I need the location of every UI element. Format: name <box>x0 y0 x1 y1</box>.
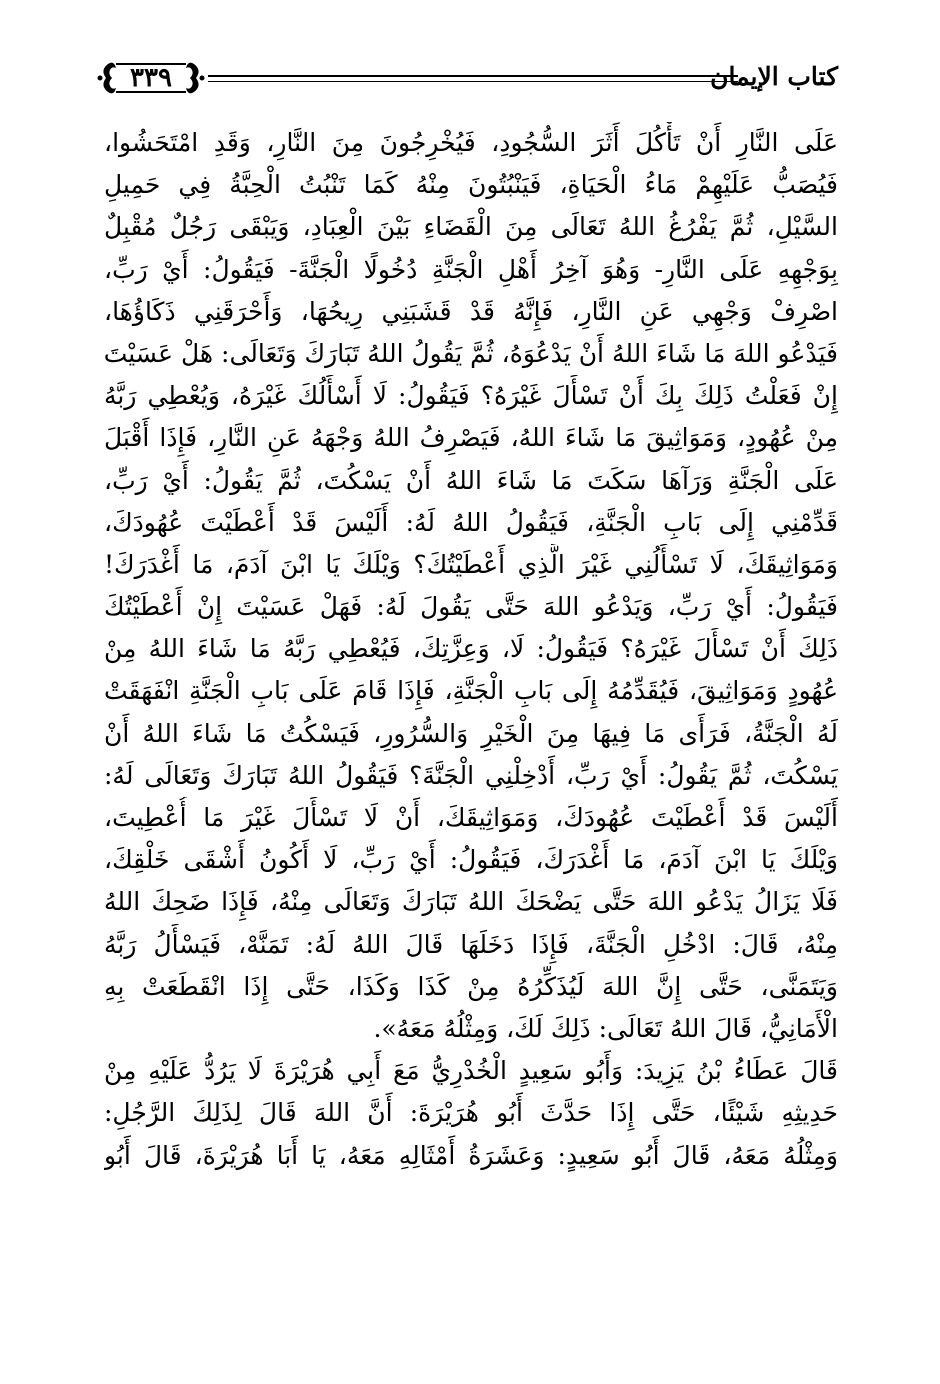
chapter-title: كتاب الإيمان <box>710 62 838 91</box>
text-line: عَلَى النَّارِ أَنْ تَأْكُلَ أَثَرَ السُّجُودِ، فَيُخْرِجُونَ مِنَ النَّارِ، وَقَدِ امْتَحَشُوا، <box>104 128 838 157</box>
text-line: عُهُودٍ وَمَوَاثِيقَ، فَيُقَدِّمُهُ إِلَى بَابِ الْجَنَّةِ، فَإِذَا قَامَ عَلَى بَابِ الْجَنَّةِ انْفَهَقَتْ <box>104 676 838 706</box>
text-line: فَيَقُولُ: أَيْ رَبِّ، وَيَدْعُو اللهَ حَتَّى يَقُولَ لَهُ: فَهَلْ عَسَيْتَ إِنْ أَعْطَيْتُكَ <box>104 592 838 622</box>
page-header <box>96 58 838 102</box>
text-line: مِنْ عُهُودٍ، وَمَوَاثِيقَ مَا شَاءَ اللهُ، فَيَصْرِفُ اللهُ وَجْهَهُ عَنِ النَّارِ، فَإِذَا أَقْبَلَ <box>104 423 838 453</box>
text-line: أَلَيْسَ قَدْ أَعْطَيْتَ عُهُودَكَ، وَمَوَاثِيقَكَ، أَنْ لَا تَسْأَلَ غَيْرَ مَا أُعْطِيتَ، <box>104 803 838 832</box>
text-line: مِنْهُ، قَالَ: ادْخُلِ الْجَنَّةَ، فَإِذَا دَخَلَهَا قَالَ اللهُ لَهُ: تَمَنَّهْ، فَيَسْأَلُ رَبَّهُ <box>104 929 838 959</box>
text-line: فَيَدْعُو اللهَ مَا شَاءَ اللهُ أَنْ يَدْعُوَهُ، ثُمَّ يَقُولُ اللهُ تَبَارَكَ وَتَعَالَى: هَلْ عَسَيْتَ <box>104 338 838 368</box>
text-line: وَيَتَمَنَّى، حَتَّى إِنَّ اللهَ لَيُذَكِّرُهُ مِنْ كَذَا وَكَذَا، حَتَّى إِذَا انْقَطَعَتْ بِهِ <box>104 971 838 1001</box>
text-line: وَيْلَكَ يَا ابْنَ آدَمَ، مَا أَغْدَرَكَ، فَيَقُولُ: أَيْ رَبِّ، لَا أَكُونُ أَشْقَى خَلْقِكَ، <box>104 845 838 875</box>
text-line: يَسْكُتَ، ثُمَّ يَقُولُ: أَيْ رَبِّ، أَدْخِلْنِي الْجَنَّةَ؟ فَيَقُولُ اللهُ تَبَارَكَ وَتَعَالَى لَهُ: <box>104 760 838 790</box>
text-line: قَالَ عَطَاءُ بْنُ يَزِيدَ: وَأَبُو سَعِيدٍ الْخُدْرِيُّ مَعَ أَبِي هُرَيْرَةَ لَا يَرُدُّ عَلَيْهِ مِنْ <box>104 1056 838 1086</box>
text-line: السَّيْلِ، ثُمَّ يَفْرُغُ اللهُ تَعَالَى مِنَ الْقَضَاءِ بَيْنَ الْعِبَادِ، وَيَبْقَى رَجُلٌ مُقْبِلٌ <box>104 212 838 242</box>
text-line: عَلَى الْجَنَّةِ وَرَآهَا سَكَتَ مَا شَاءَ اللهُ أَنْ يَسْكُتَ، ثُمَّ يَقُولُ: أَيْ رَبِّ، <box>104 465 838 495</box>
text-line: لَهُ الْجَنَّةُ، فَرَأَى مَا فِيهَا مِنَ الْخَيْرِ وَالسُّرُورِ، فَيَسْكُتُ مَا شَاءَ اللهُ أَنْ <box>104 718 838 748</box>
text-line: وَمَوَاثِيقَكَ، لَا تَسْأَلُنِي غَيْرَ الَّذِي أَعْطَيْتُكَ؟ وَيْلَكَ يَا ابْنَ آدَمَ، مَا أَغْدَرَكَ! <box>104 549 838 579</box>
text-line: الْأَمَانِيُّ، قَالَ اللهُ تَعَالَى: ذَلِكَ لَكَ، وَمِثْلُهُ مَعَهُ». <box>373 1013 838 1043</box>
text-line: قَدِّمْنِي إِلَى بَابِ الْجَنَّةِ، فَيَقُولُ اللهُ لَهُ: أَلَيْسَ قَدْ أَعْطَيْتَ عُهُودَكَ، <box>104 507 838 537</box>
text-line: اصْرِفْ وَجْهِي عَنِ النَّارِ، فَإِنَّهُ قَدْ قَشَبَنِي رِيحُهَا، وَأَحْرَقَنِي ذَكَاؤُهَا، <box>104 296 838 326</box>
body-text <box>104 122 838 1322</box>
paragraph-2 <box>104 1050 838 1177</box>
page-number: ٣٣٩ <box>130 63 172 93</box>
text-line: إِنْ فَعَلْتُ ذَلِكَ بِكَ أَنْ تَسْأَلَ غَيْرَهُ؟ فَيَقُولُ: لَا أَسْأَلُكَ غَيْرَهُ، وَيُعْطِي رَبَّهُ <box>104 381 838 411</box>
header-rule-thin <box>208 81 738 82</box>
text-line: فَلَا يَزَالُ يَدْعُو اللهَ حَتَّى يَضْحَكَ اللهُ تَبَارَكَ وَتَعَالَى مِنْهُ، فَإِذَا ضَحِكَ اللهُ <box>104 887 838 917</box>
text-line: حَدِيثِهِ شَيْئًا، حَتَّى إِذَا حَدَّثَ أَبُو هُرَيْرَةَ: أَنَّ اللهَ قَالَ لِذَلِكَ الرَّجُلِ: <box>104 1098 838 1128</box>
page-number-badge <box>96 58 206 98</box>
text-line: ذَلِكَ أَنْ تَسْأَلَ غَيْرَهُ؟ فَيَقُولُ: لَا، وَعِزَّتِكَ، فَيُعْطِي رَبَّهُ مَا شَاءَ اللهُ مِنْ <box>104 634 838 664</box>
text-line: وَمِثْلُهُ مَعَهُ، قَالَ أَبُو سَعِيدٍ: وَعَشَرَةُ أَمْثَالِهِ مَعَهُ، يَا أَبَا هُرَيْرَةَ، قَالَ أَبُو <box>104 1140 838 1170</box>
paragraph-1 <box>104 122 838 1050</box>
text-line: فَيُصَبُّ عَلَيْهِمْ مَاءُ الْحَيَاةِ، فَيَنْبُتُونَ مِنْهُ كَمَا تَنْبُتُ الْحِبَّةُ فِي حَمِيلِ <box>104 170 838 200</box>
header-rule <box>208 75 738 77</box>
text-line: بِوَجْهِهِ عَلَى النَّارِ- وَهُوَ آخِرُ أَهْلِ الْجَنَّةِ دُخُولًا الْجَنَّةَ- فَيَقُولُ: أَيْ رَبِّ، <box>104 254 838 284</box>
